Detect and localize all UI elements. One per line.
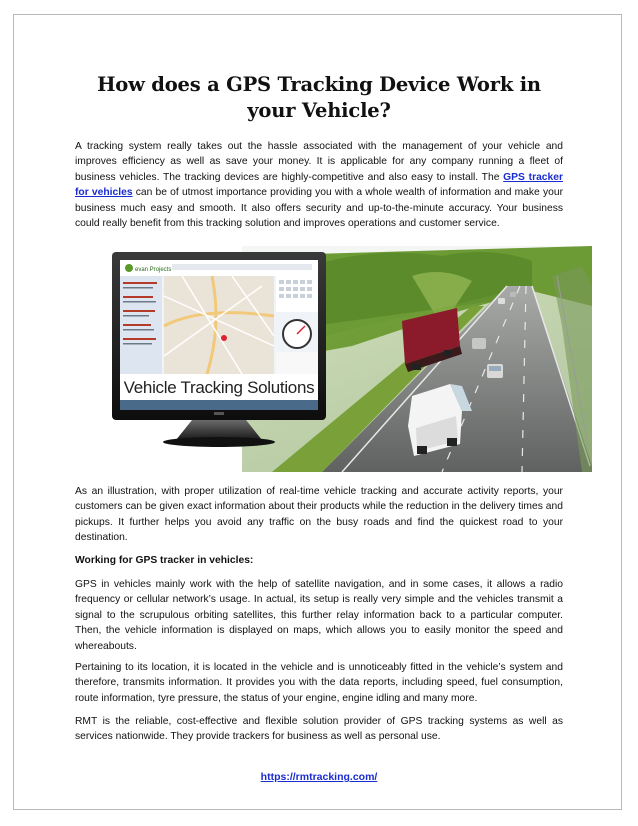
illustration-paragraph: As an illustration, with proper utilization of real-time vehicle tracking and accurate activity reports, your customers can be given exact information about their products while the reduction in the delivery times and pickups. It further helps you avoid any traffic on the busy roads and find the quickest road to your destination. [75, 486, 563, 544]
intro-paragraph [75, 139, 563, 231]
working-paragraph-2: Pertaining to its location, it is located in the vehicle and is unnoticeably fitted in the vehicle’s system and therefore, transmits information. It provides you with the data reports, including speed, fuel consumption, route information, tyre pressure, the status of your engine, engine idling and many more. [75, 662, 563, 704]
map-view [164, 276, 274, 374]
footer-link[interactable]: https://rmtracking.com/ [260, 771, 378, 783]
intro-text-2: can be of utmost importance providing you with a whole wealth of information and make your business much easy and smooth. It also offers security and up-to-the-minute accuracy. Your business could really benefit from this tracking solution and improves operations and customer service. [75, 187, 563, 230]
monitor [112, 252, 326, 447]
working-paragraph-1: GPS in vehicles mainly work with the help of satellite navigation, and in some cases, it allows a radio frequency or cellular network’s usage. In actual, its setup is really very simple and the vehicles transmit a signal to the scrupulous orbiting satellites, this further relay information back to a particular computer. Then, the vehicle information is displayed on maps, which allows you to easily monitor the speed and whereabouts. [75, 579, 563, 652]
map-pin-icon [221, 335, 227, 341]
vehicle-tracking-illustration [112, 246, 592, 472]
page-title: How does a GPS Tracking Device Work in your Vehicle? [97, 73, 541, 122]
intro-text-1: A tracking system really takes out the hassle associated with the management of your vehicle and improves efficiency as well as save your money. It is applicable for any company running a fleet of business vehicles. The tracking devices are highly-competitive and also easy to install. The [75, 141, 563, 183]
working-paragraph-3: RMT is the reliable, cost-effective and flexible solution provider of GPS tracking systems as well as services nationwide. They provide trackers for business as well as personal use. [75, 716, 563, 743]
screen-caption: Vehicle Tracking Solutions [123, 378, 315, 397]
evan-logo-icon [125, 264, 133, 272]
section-heading: Working for GPS tracker in vehicles: [75, 555, 254, 566]
gps-tracker-link[interactable]: GPS tracker for vehicles [75, 171, 563, 199]
illustration-svg [112, 246, 592, 472]
screen-logo-text: evan Projects [135, 267, 172, 273]
